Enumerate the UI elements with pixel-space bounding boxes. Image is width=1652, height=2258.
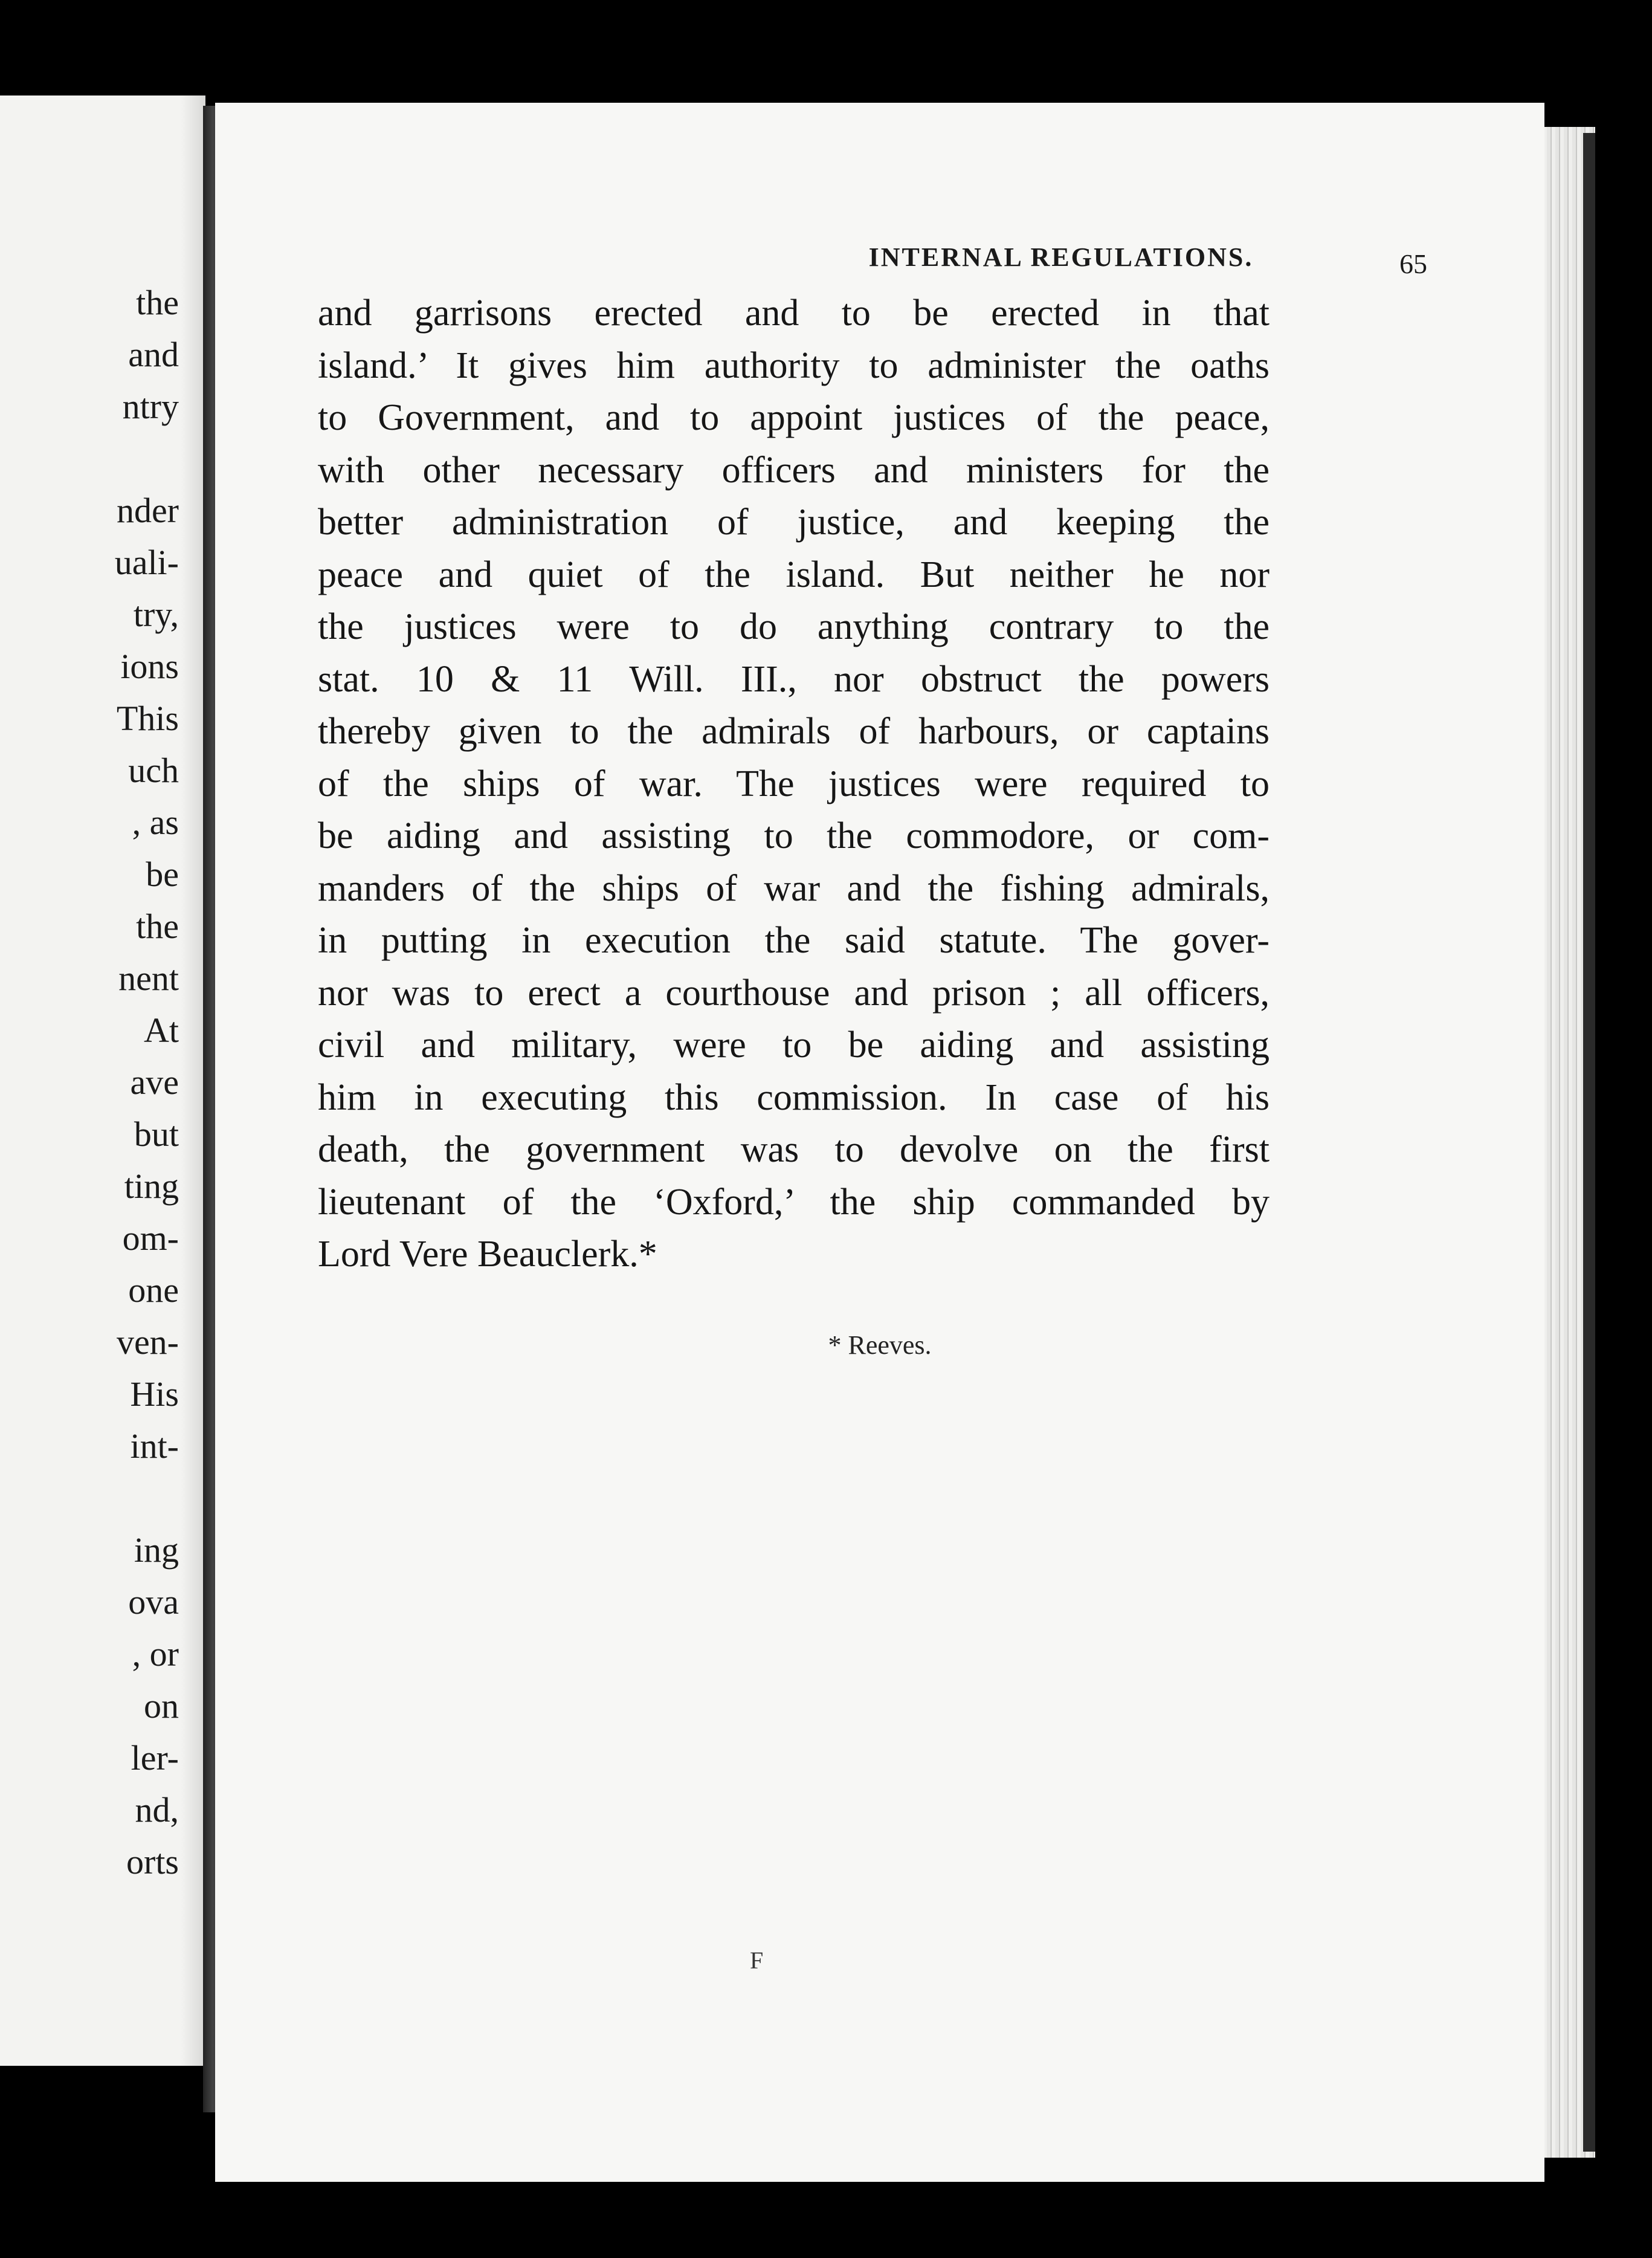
left-line: ing — [134, 1530, 179, 1570]
page-number: 65 — [1399, 248, 1427, 279]
text-line: Lord Vere Beauclerk.* — [318, 1234, 657, 1275]
text-line: of the ships of war. The justices were required to — [318, 763, 1270, 804]
left-line: ions — [120, 647, 179, 686]
text-line: to Government, and to appoint justices of the peace, — [318, 397, 1270, 438]
text-line: stat. 10 & 11 Will. III., nor obstruct the powers — [318, 658, 1270, 700]
text-line: lieutenant of the ‘Oxford,’ the ship commanded by — [318, 1181, 1270, 1223]
text-line: peace and quiet of the island. But neither he nor — [318, 554, 1270, 595]
left-line: the — [136, 283, 179, 322]
left-line: nd, — [135, 1790, 179, 1829]
left-line: At — [144, 1011, 179, 1050]
book-cover-edge — [1583, 133, 1595, 2152]
signature-mark: F — [750, 1947, 764, 1974]
text-line: civil and military, were to be aiding and assisting — [318, 1024, 1270, 1066]
left-line: ave — [130, 1063, 179, 1102]
text-line: island.’ It gives him authority to administer the oaths — [318, 345, 1270, 386]
left-line: nder — [116, 491, 179, 530]
left-line: but — [134, 1114, 179, 1154]
running-head: INTERNAL REGULATIONS. — [868, 242, 1254, 272]
left-line: , as — [132, 803, 179, 842]
left-line: This — [116, 699, 179, 738]
left-line: om- — [122, 1218, 179, 1258]
text-line: him in executing this commission. In case of his — [318, 1076, 1270, 1118]
left-line: int- — [130, 1426, 179, 1466]
text-line: better administration of justice, and keeping the — [318, 502, 1270, 543]
body-text — [318, 287, 1270, 1281]
left-line — [115, 1472, 179, 1524]
text-line: be aiding and assisting to the commodore, or com- — [318, 815, 1270, 856]
left-line: orts — [126, 1842, 179, 1881]
left-line: ntry — [122, 387, 179, 426]
text-line: the justices were to do anything contrary to the — [318, 606, 1270, 647]
left-line: ler- — [131, 1738, 179, 1778]
left-line: , or — [132, 1634, 179, 1674]
left-line: uch — [128, 751, 179, 790]
left-line: try, — [133, 595, 179, 634]
text-line: with other necessary officers and ministers for the — [318, 449, 1270, 491]
text-line: and garrisons erected and to be erected in that — [318, 293, 1270, 334]
left-line: uali- — [114, 543, 179, 582]
text-line: nor was to erect a courthouse and prison ; all officers, — [318, 972, 1270, 1014]
left-page-fold — [181, 95, 205, 2066]
text-line: death, the government was to devolve on the first — [318, 1129, 1270, 1170]
left-line: ven- — [116, 1322, 179, 1362]
left-line: on — [144, 1686, 179, 1726]
left-line — [115, 433, 179, 485]
left-line: and — [128, 335, 179, 374]
text-line: thereby given to the admirals of harbours, or captains — [318, 711, 1270, 752]
text-line: in putting in execution the said statute. The gover- — [318, 920, 1270, 961]
left-page — [0, 95, 205, 2066]
right-page — [215, 103, 1544, 2182]
left-line: ova — [128, 1582, 179, 1622]
left-line: one — [128, 1270, 179, 1310]
left-line: ting — [124, 1166, 179, 1206]
left-line: nent — [118, 959, 179, 998]
left-line: His — [130, 1374, 179, 1414]
footnote: * Reeves. — [828, 1330, 932, 1360]
text-line: manders of the ships of war and the fishing admirals, — [318, 867, 1270, 909]
left-page-text — [115, 277, 179, 1888]
left-line: the — [136, 907, 179, 946]
left-line: be — [146, 855, 179, 894]
